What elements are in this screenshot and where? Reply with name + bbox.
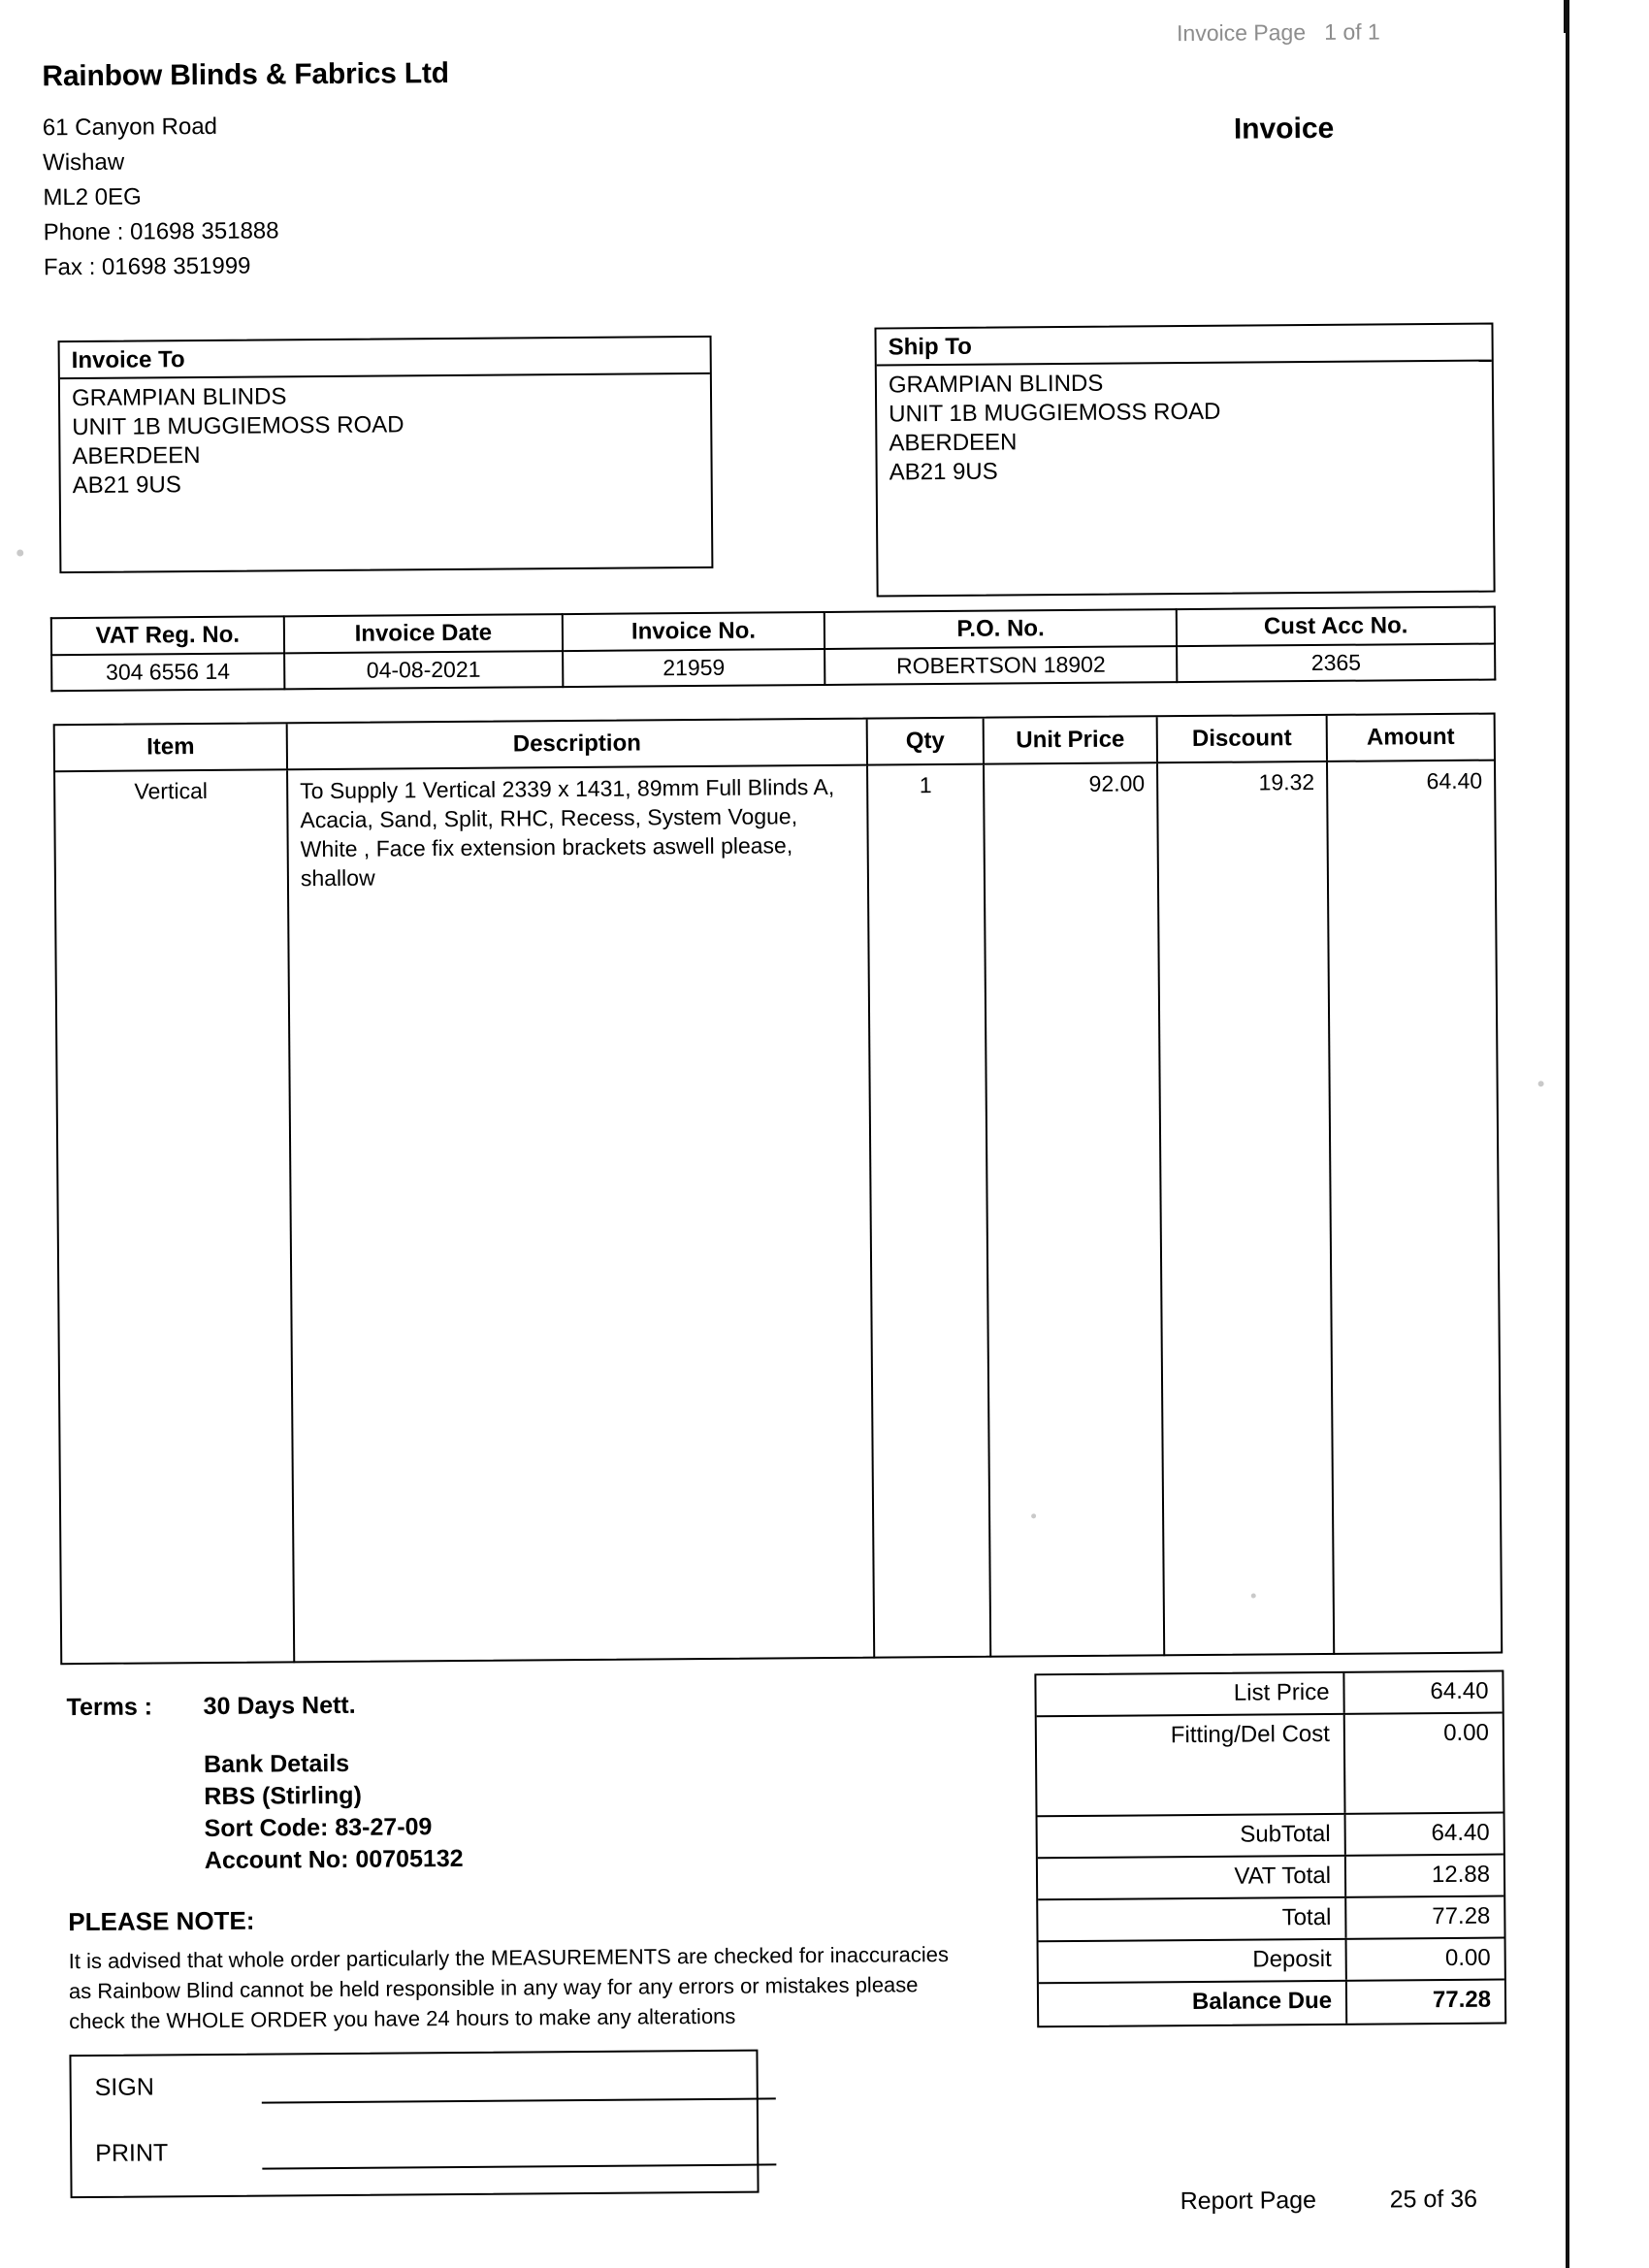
company-name: Rainbow Blinds & Fabrics Ltd (42, 57, 449, 93)
company-phone: Phone : 01698 351888 (43, 217, 279, 246)
page-edge-corner (1564, 0, 1569, 33)
company-address-line-1: 61 Canyon Road (42, 113, 218, 142)
th-invoice-date: Invoice Date (283, 614, 563, 653)
company-fax: Fax : 01698 351999 (43, 252, 251, 281)
ship-to-line-2: UNIT 1B MUGGIEMOSS ROAD (889, 398, 1221, 428)
th-description: Description (288, 720, 868, 769)
totals-label: List Price (1036, 1673, 1344, 1715)
totals-row-balance-due (1039, 1981, 1504, 2026)
td-item: Vertical (55, 770, 295, 1665)
totals-row-vat-total (1038, 1856, 1504, 1901)
totals-label: Total (1038, 1898, 1346, 1940)
terms-label: Terms : (66, 1693, 153, 1722)
bank-sort-code: Sort Code: 83-27-09 (204, 1813, 433, 1843)
scan-speck (1031, 1513, 1036, 1518)
td-invoice-date: 04-08-2021 (284, 651, 564, 689)
invoice-to-line-2: UNIT 1B MUGGIEMOSS ROAD (72, 411, 404, 441)
td-description: To Supply 1 Vertical 2339 x 1431, 89mm Full Blinds A, Acacia, Sand, Split, RHC, Recess, System Vogue, White , Face fix extension brackets aswell please, shallow (288, 766, 875, 1664)
please-note-heading: PLEASE NOTE: (68, 1905, 255, 1937)
td-vat-reg-no: 304 6556 14 (51, 653, 284, 691)
sign-line[interactable] (262, 2097, 776, 2103)
invoice-to-box (58, 336, 714, 573)
ship-to-line-1: GRAMPIAN BLINDS (888, 370, 1104, 399)
terms-value: 30 Days Nett. (203, 1691, 356, 1721)
invoice-meta-table (50, 606, 1497, 693)
totals-row-fitting-del-cost (1037, 1714, 1504, 1818)
th-po-no: P.O. No. (824, 609, 1178, 649)
paper-right-margin (1571, 0, 1649, 2268)
totals-value: 12.88 (1431, 1861, 1491, 1889)
print-label: PRINT (95, 2139, 169, 2167)
invoice-to-line-1: GRAMPIAN BLINDS (71, 383, 287, 412)
totals-label: SubTotal (1038, 1815, 1346, 1857)
sign-label: SIGN (94, 2073, 154, 2101)
ship-to-line-4: AB21 9US (889, 458, 998, 486)
ship-to-box (874, 323, 1495, 598)
totals-label: Fitting/Del Cost (1037, 1715, 1346, 1815)
invoice-to-line-3: ABERDEEN (72, 442, 201, 470)
please-note-body: It is advised that whole order particularly the MEASUREMENTS are checked for inaccuracies as Rainbow Blind cannot be held responsible in any way for any errors or mistakes please check the WHOLE ORDER you have 24 hours to make any alterations (68, 1942, 950, 2034)
totals-value: 77.28 (1432, 1986, 1492, 2014)
page-header-note: Invoice Page 1 of 1 (1176, 18, 1380, 47)
line-items-body (55, 761, 1501, 1666)
th-amount: Amount (1366, 723, 1455, 751)
bank-name: RBS (Stirling) (204, 1781, 362, 1811)
td-qty: 1 (868, 765, 991, 1659)
td-discount: 19.32 (1158, 762, 1335, 1656)
totals-value: 77.28 (1432, 1902, 1491, 1930)
td-unit-price: 92.00 (985, 763, 1165, 1657)
th-cust-acc-no: Cust Acc No. (1177, 607, 1495, 647)
totals-label: Balance Due (1039, 1982, 1347, 2025)
th-item: Item (55, 724, 288, 770)
totals-value: 0.00 (1444, 1944, 1491, 1971)
totals-table (1034, 1670, 1506, 2028)
report-page-label: Report Page (1180, 2187, 1317, 2216)
td-amount: 64.40 (1426, 767, 1483, 794)
scan-speck (1538, 1081, 1544, 1086)
scan-speck (16, 549, 23, 556)
signature-box (69, 2050, 759, 2199)
ship-to-line-3: ABERDEEN (889, 429, 1018, 457)
bank-details-heading: Bank Details (203, 1749, 350, 1779)
th-discount: Discount (1158, 716, 1328, 761)
td-cust-acc-no: 2365 (1178, 644, 1496, 683)
th-invoice-no: Invoice No. (563, 612, 824, 651)
td-po-no: ROBERTSON 18902 (824, 646, 1178, 685)
line-items-table (53, 713, 1504, 1666)
th-unit-price: Unit Price (985, 717, 1158, 762)
totals-value: 64.40 (1430, 1677, 1489, 1705)
company-address-line-3: ML2 0EG (43, 183, 142, 211)
totals-value: 64.40 (1431, 1819, 1490, 1847)
totals-row-list-price (1036, 1672, 1502, 1718)
scan-speck (1251, 1594, 1256, 1599)
totals-label: Deposit (1039, 1940, 1347, 1982)
company-address-line-2: Wishaw (43, 148, 125, 177)
document-title: Invoice (1233, 112, 1335, 146)
td-invoice-no: 21959 (563, 649, 824, 687)
invoice-to-heading: Invoice To (60, 338, 710, 379)
report-page-value: 25 of 36 (1389, 2185, 1478, 2214)
th-vat-reg-no: VAT Reg. No. (51, 616, 284, 655)
totals-row-deposit (1039, 1939, 1504, 1985)
print-line[interactable] (262, 2163, 776, 2169)
totals-row-subtotal (1038, 1814, 1504, 1860)
ship-to-heading: Ship To (876, 325, 1491, 367)
bank-account-no: Account No: 00705132 (204, 1844, 464, 1875)
totals-label: VAT Total (1038, 1857, 1346, 1898)
invoice-to-line-4: AB21 9US (72, 471, 181, 500)
page-edge-line (1566, 0, 1569, 2268)
th-qty: Qty (868, 719, 985, 764)
totals-value: 0.00 (1443, 1719, 1489, 1747)
totals-row-total (1038, 1897, 1504, 1943)
